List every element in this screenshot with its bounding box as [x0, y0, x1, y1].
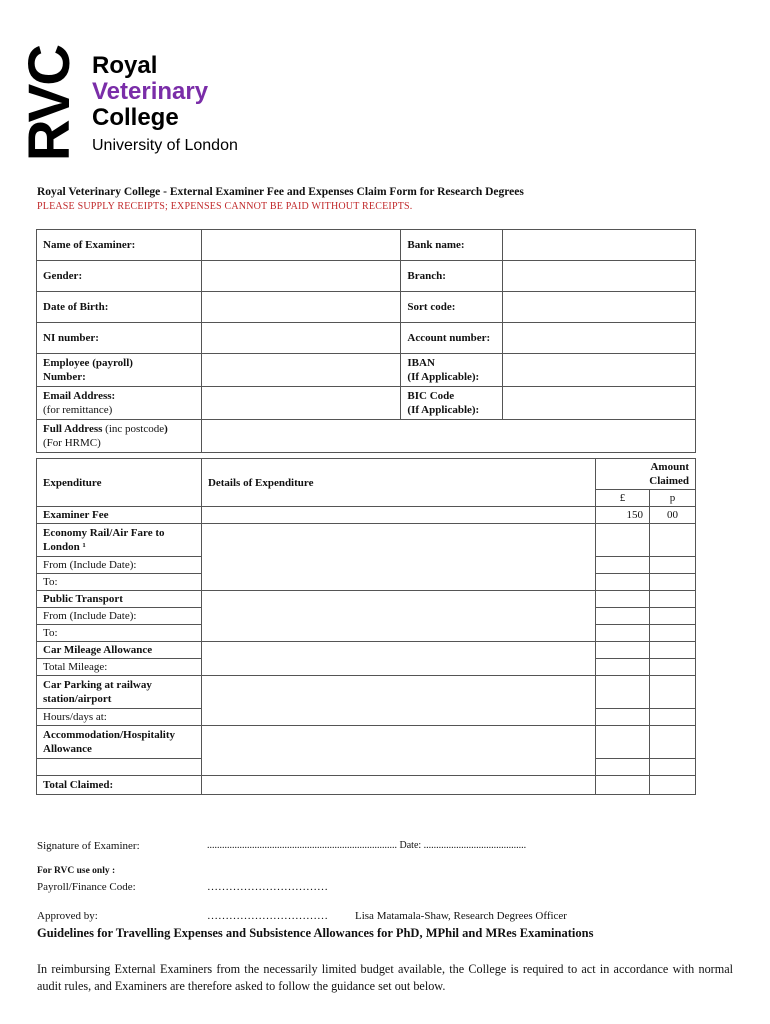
logo-college: College [92, 104, 179, 131]
public-to-pence[interactable] [650, 625, 696, 642]
rail-to-label: To: [37, 574, 202, 591]
branch-field[interactable] [503, 261, 696, 292]
rvc-use-label: For RVC use only : [37, 866, 116, 876]
dob-label: Date of Birth: [37, 292, 202, 323]
car-parking-label: Car Parking at railway station/airport [37, 676, 202, 709]
receipts-warning: PLEASE SUPPLY RECEIPTS; EXPENSES CANNOT BE PAID WITHOUT RECEIPTS. [37, 201, 413, 212]
rvc-logo [17, 30, 270, 162]
branch-label: Branch: [401, 261, 503, 292]
accommodation-details[interactable] [201, 726, 595, 776]
rail-to-pence[interactable] [650, 574, 696, 591]
gender-field[interactable] [201, 261, 401, 292]
signature-label: Signature of Examiner: [37, 840, 140, 852]
accommodation-extra-pence[interactable] [650, 759, 696, 776]
bic-field[interactable] [503, 387, 696, 420]
payroll-code-label: Payroll/Finance Code: [37, 881, 136, 893]
signature-date-line[interactable]: ............................................................................ Date: ......................................... [207, 840, 527, 851]
public-from-label: From (Include Date): [37, 608, 202, 625]
pence-header: p [650, 490, 696, 507]
dob-field[interactable] [201, 292, 401, 323]
total-claimed-label: Total Claimed: [37, 776, 202, 795]
car-pence[interactable] [650, 642, 696, 659]
examiner-details-table [36, 229, 696, 453]
hours-days-label: Hours/days at: [37, 709, 202, 726]
bank-field[interactable] [503, 230, 696, 261]
bank-label: Bank name: [401, 230, 503, 261]
mileage-pence[interactable] [650, 659, 696, 676]
rail-from-label: From (Include Date): [37, 557, 202, 574]
accommodation-pounds[interactable] [596, 726, 650, 759]
name-field[interactable] [201, 230, 401, 261]
name-label: Name of Examiner: [37, 230, 202, 261]
gender-label: Gender: [37, 261, 202, 292]
email-label: Email Address: (for remittance) [37, 387, 202, 420]
sort-label: Sort code: [401, 292, 503, 323]
mileage-pounds[interactable] [596, 659, 650, 676]
public-to-label: To: [37, 625, 202, 642]
logo-veterinary: Veterinary [92, 78, 209, 105]
rail-from-pounds[interactable] [596, 557, 650, 574]
bic-label: BIC Code (If Applicable): [401, 387, 503, 420]
approver-name: Lisa Matamala-Shaw, Research Degrees Officer [355, 910, 567, 922]
total-pence[interactable] [650, 776, 696, 795]
account-label: Account number: [401, 323, 503, 354]
pound-header: £ [596, 490, 650, 507]
rvc-mark: RVC [17, 45, 83, 162]
iban-field[interactable] [503, 354, 696, 387]
expenditure-header: Expenditure [37, 459, 202, 507]
approved-by-label: Approved by: [37, 910, 98, 922]
car-mileage-label: Car Mileage Allowance [37, 642, 202, 659]
examiner-fee-pence[interactable]: 00 [650, 507, 696, 524]
public-transport-details[interactable] [201, 591, 595, 642]
sort-field[interactable] [503, 292, 696, 323]
public-from-pence[interactable] [650, 608, 696, 625]
parking-pounds[interactable] [596, 676, 650, 709]
car-mileage-details[interactable] [201, 642, 595, 676]
car-parking-details[interactable] [201, 676, 595, 726]
accommodation-pence[interactable] [650, 726, 696, 759]
guidelines-heading: Guidelines for Travelling Expenses and Subsistence Allowances for PhD, MPhil and MRes Examinations [37, 926, 594, 940]
examiner-fee-details[interactable] [201, 507, 595, 524]
accommodation-label: Accommodation/Hospitality Allowance [37, 726, 202, 759]
amount-header: Amount Claimed [596, 459, 696, 490]
account-field[interactable] [503, 323, 696, 354]
rail-fare-details[interactable] [201, 524, 595, 591]
iban-label: IBAN (If Applicable): [401, 354, 503, 387]
guidelines-paragraph: In reimbursing External Examiners from the necessarily limited budget available, the College is required to act in accordance with normal audit rules, and Examiners are therefore asked to follow the guidance set out below. [37, 962, 733, 993]
hours-pence[interactable] [650, 709, 696, 726]
examiner-fee-label: Examiner Fee [37, 507, 202, 524]
public-transport-label: Public Transport [37, 591, 202, 608]
logo-royal: Royal [92, 52, 158, 79]
public-from-pounds[interactable] [596, 608, 650, 625]
examiner-fee-pounds[interactable]: 150 [596, 507, 650, 524]
rail-to-pounds[interactable] [596, 574, 650, 591]
public-pounds[interactable] [596, 591, 650, 608]
ni-field[interactable] [201, 323, 401, 354]
ni-label: NI number: [37, 323, 202, 354]
public-pence[interactable] [650, 591, 696, 608]
logo-university: University of London [92, 137, 238, 154]
total-mileage-label: Total Mileage: [37, 659, 202, 676]
payroll-code-line[interactable]: …………………………… [207, 881, 328, 893]
rail-from-pence[interactable] [650, 557, 696, 574]
rail-fare-pounds[interactable] [596, 524, 650, 557]
address-label: Full Address (inc postcode) (For HRMC) [37, 420, 202, 453]
total-claimed-details [201, 776, 595, 795]
accommodation-blank [37, 759, 202, 776]
public-to-pounds[interactable] [596, 625, 650, 642]
employee-label: Employee (payroll) Number: [37, 354, 202, 387]
address-field[interactable] [201, 420, 695, 453]
employee-field[interactable] [201, 354, 401, 387]
accommodation-extra-pounds[interactable] [596, 759, 650, 776]
form-title: Royal Veterinary College - External Examiner Fee and Expenses Claim Form for Research Degrees [37, 186, 524, 198]
rail-fare-pence[interactable] [650, 524, 696, 557]
expenses-table [36, 458, 696, 795]
approved-by-line[interactable]: …………………………… [207, 910, 328, 922]
parking-pence[interactable] [650, 676, 696, 709]
rail-fare-label: Economy Rail/Air Fare to London ¹ [37, 524, 202, 557]
email-field[interactable] [201, 387, 401, 420]
details-header: Details of Expenditure [201, 459, 595, 507]
total-pounds[interactable] [596, 776, 650, 795]
hours-pounds[interactable] [596, 709, 650, 726]
car-pounds[interactable] [596, 642, 650, 659]
